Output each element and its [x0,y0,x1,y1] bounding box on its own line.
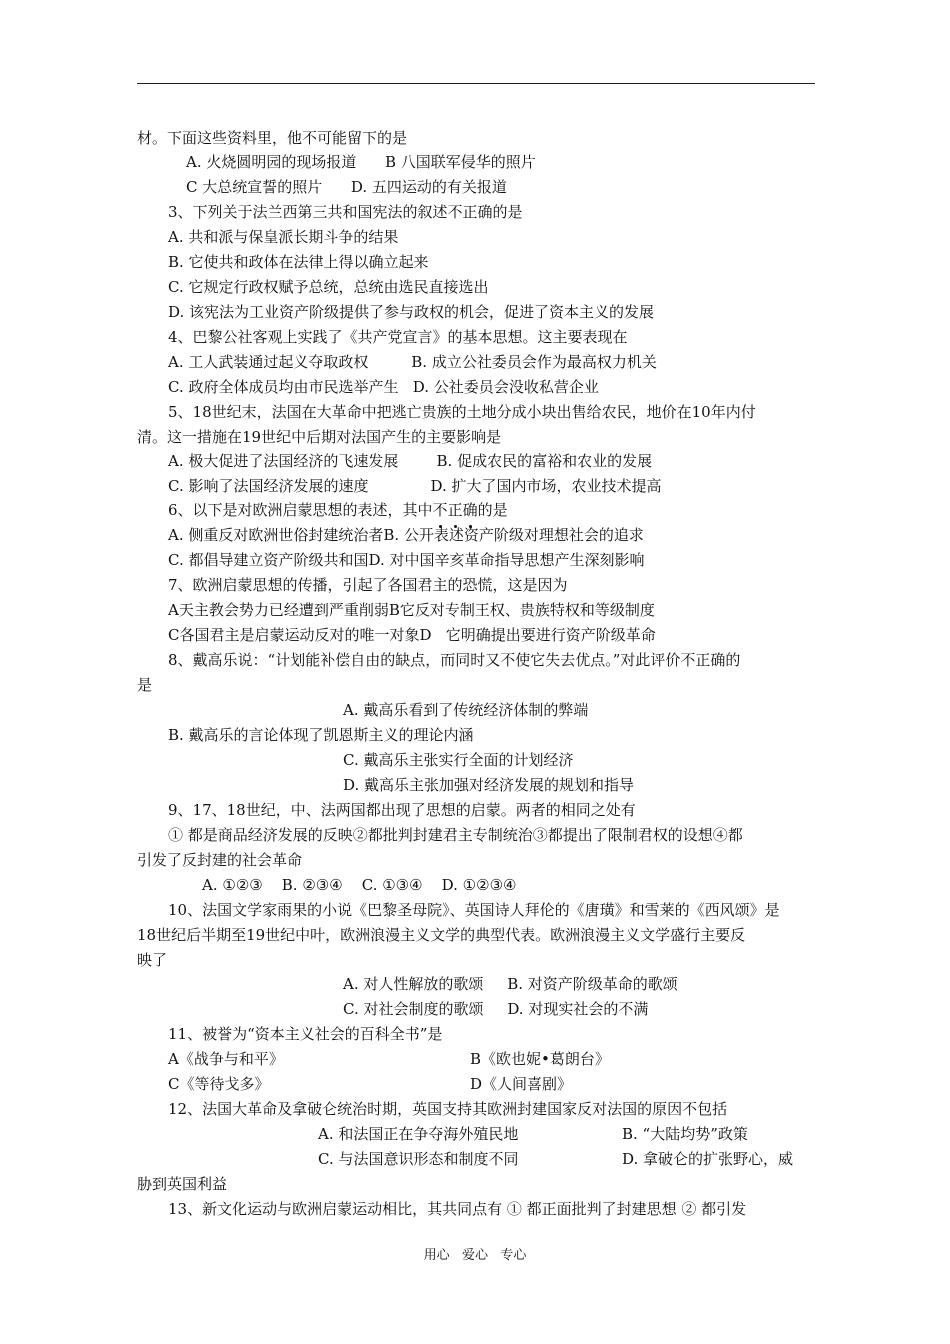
text-line: 引发了反封建的社会革命 [137,851,303,869]
option-line: B. 它使共和政体在法律上得以确立起来 [168,253,429,271]
option-line: A. 极大促进了法国经济的飞速发展 B. 促成农民的富裕和农业的发展 [168,452,653,470]
emphasis-char: 正 [448,501,463,519]
question-6 [168,501,508,519]
page-footer: 用心 爱心 专心 [423,1248,527,1263]
option-line: B《欧也妮•葛朗台》 [470,1050,610,1068]
question-4: 4、巴黎公社客观上实践了《共产党宣言》的基本思想。这主要表现在 [168,328,628,346]
option-line: B. “大陆均势”政策 [622,1125,748,1143]
option-line: C各国君主是启蒙运动反对的唯一对象D 它明确提出要进行资产阶级革命 [168,626,656,644]
option-line: A. 和法国正在争夺海外殖民地 [318,1125,519,1143]
question-9: 9、17、18世纪，中、法两国都出现了思想的启蒙。两者的相同之处有 [168,801,636,819]
text-line: 是 [137,676,153,694]
option-line: A. 对人性解放的歌颂 B. 对资产阶级革命的歌颂 [343,975,678,993]
question-5: 5、18世纪末，法国在大革命中把逃亡贵族的土地分成小块出售给农民，地价在10年内付 [168,403,756,421]
emphasis-char: 不 [433,501,448,519]
question-6-text: 的是 [477,501,508,519]
option-line: C. 对社会制度的歌颂 D. 对现实社会的不满 [343,1000,649,1018]
option-line: C. 都倡导建立资产阶级共和国D. 对中国辛亥革命指导思想产生深刻影响 [168,551,645,569]
question-11: 11、被誉为“资本主义社会的百科全书”是 [168,1025,443,1043]
option-line: D. 戴高乐主张加强对经济发展的规划和指导 [343,776,635,794]
option-line: C. 影响了法国经济发展的速度 D. 扩大了国内市场，农业技术提高 [168,477,662,495]
option-line: A. 火烧圆明园的现场报道 B 八国联军侵华的照片 [186,153,536,171]
option-line: C《等待戈多》 [168,1075,270,1093]
option-line: D《人间喜剧》 [470,1075,573,1093]
option-line: A. 侧重反对欧洲世俗封建统治者B. 公开表述资产阶级对理想社会的追求 [168,526,644,544]
question-13: 13、新文化运动与欧洲启蒙运动相比，其共同点有 ① 都正面批判了封建思想 ② 都引发 [168,1200,747,1218]
text-line: 材。下面这些资料里，他不可能留下的是 [137,129,408,147]
question-8: 8、戴高乐说：“计划能补偿自由的缺点，而同时又不使它失去优点。”对此评价不正确的 [168,651,741,669]
text-line: 18世纪后半期至19世纪中叶，欧洲浪漫主义文学的典型代表。欧洲浪漫主义文学盛行主要反 [137,926,746,944]
text-line: ① 都是商品经济发展的反映②都批判封建君主专制统治③都提出了限制君权的设想④都 [168,826,743,844]
option-line: C. 它规定行政权赋予总统，总统由选民直接选出 [168,278,489,296]
option-line: C. 与法国意识形态和制度不同 [318,1150,519,1168]
option-line: A. ①②③ B. ②③④ C. ①③④ D. ①②③④ [202,876,517,894]
emphasis-char: 确 [463,501,478,519]
header-rule [137,83,815,84]
question-12: 12、法国大革命及拿破仑统治时期，英国支持其欧洲封建国家反对法国的原因不包括 [168,1100,728,1118]
option-line: D. 该宪法为工业资产阶级提供了参与政权的机会，促进了资本主义的发展 [168,303,655,321]
question-3: 3、下列关于法兰西第三共和国宪法的叙述不正确的是 [168,203,523,221]
option-line: A天主教会势力已经遭到严重削弱B它反对专制王权、贵族特权和等级制度 [168,601,655,619]
option-line: A《战争与和平》 [168,1050,284,1068]
option-line: C. 政府全体成员均由市民选举产生 D. 公社委员会没收私营企业 [168,378,599,396]
option-line: A. 工人武装通过起义夺取政权 B. 成立公社委员会作为最高权力机关 [168,353,657,371]
option-line: C 大总统宣誓的照片 D. 五四运动的有关报道 [186,178,507,196]
option-line: A. 共和派与保皇派长期斗争的结果 [168,228,399,246]
text-line: 清。这一措施在19世纪中后期对法国产生的主要影响是 [137,428,502,446]
text-line: 胁到英国利益 [137,1175,228,1193]
question-10: 10、法国文学家雨果的小说《巴黎圣母院》、英国诗人拜伦的《唐璜》和雪莱的《西风颂》是 [168,901,780,919]
text-line: 映了 [137,951,168,969]
option-line: B. 戴高乐的言论体现了凯恩斯主义的理论内涵 [168,726,474,744]
question-7: 7、欧洲启蒙思想的传播，引起了各国君主的恐慌，这是因为 [168,576,568,594]
option-line: D. 拿破仑的扩张野心，威 [622,1150,794,1168]
option-line: C. 戴高乐主张实行全面的计划经济 [343,751,574,769]
option-line: A. 戴高乐看到了传统经济体制的弊端 [343,701,589,719]
question-6-text: 6、以下是对欧洲启蒙思想的表述，其中 [168,501,433,519]
